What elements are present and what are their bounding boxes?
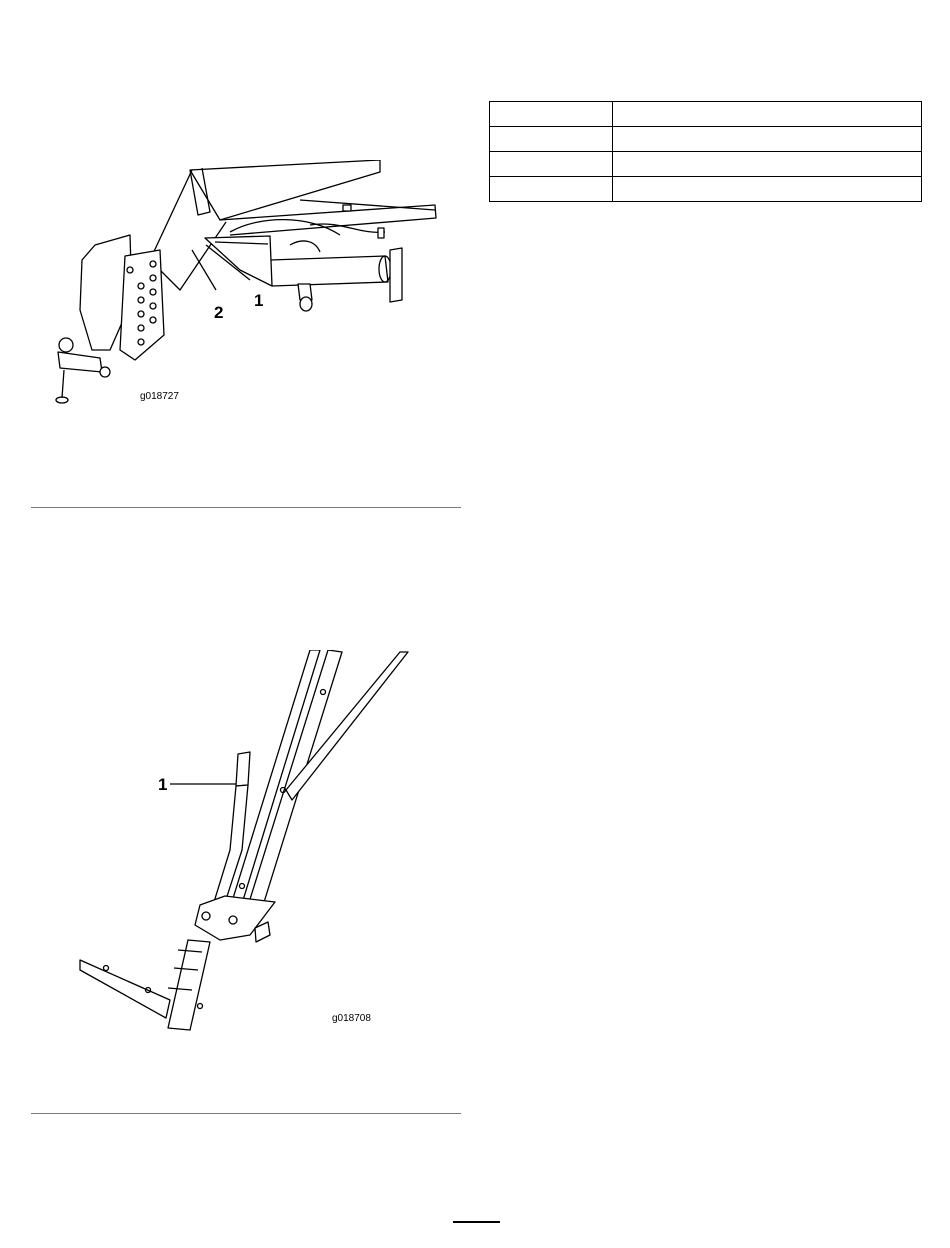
section-divider xyxy=(31,507,461,508)
figure-code: g018727 xyxy=(140,391,179,402)
table-cell xyxy=(490,152,613,177)
table-cell xyxy=(490,127,613,152)
table-cell xyxy=(613,102,922,127)
table-row xyxy=(490,152,922,177)
table-cell xyxy=(490,102,613,127)
figure-code: g018708 xyxy=(332,1013,371,1024)
table-cell xyxy=(613,177,922,202)
table-row xyxy=(490,127,922,152)
figure-lever-assembly xyxy=(70,650,440,1040)
page-number-rule xyxy=(453,1221,500,1223)
table-cell xyxy=(613,127,922,152)
figure-hitch-assembly xyxy=(40,160,460,410)
table-cell xyxy=(613,152,922,177)
callout-label: 2 xyxy=(214,303,224,322)
table-row xyxy=(490,177,922,202)
callout-label: 1 xyxy=(254,291,264,310)
table-cell xyxy=(490,177,613,202)
lever-illustration xyxy=(70,650,440,1040)
table-row xyxy=(490,102,922,127)
section-divider xyxy=(31,1113,461,1114)
callout-table xyxy=(489,101,922,202)
callout-label: 1 xyxy=(158,775,168,794)
hitch-illustration xyxy=(40,160,460,410)
